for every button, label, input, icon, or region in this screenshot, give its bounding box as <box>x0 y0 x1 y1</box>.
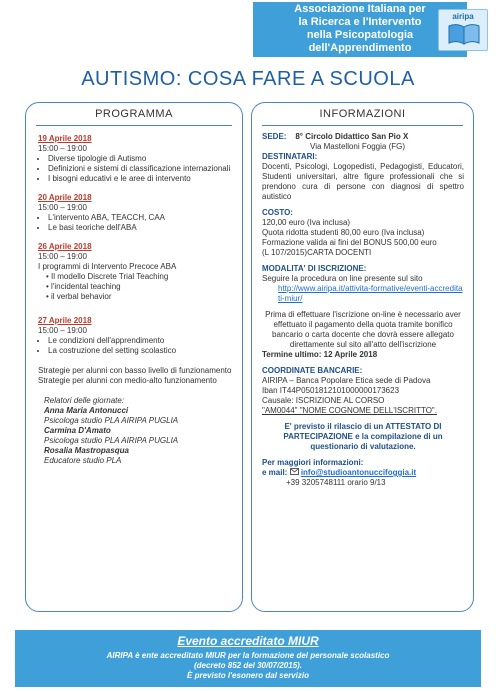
informazioni-title: INFORMAZIONI <box>319 108 406 120</box>
list-item: • il verbal behavior <box>46 292 234 302</box>
session-date: 27 Aprile 2018 <box>38 316 92 325</box>
list-item: • L'intervento ABA, TEACCH, CAA <box>48 213 234 223</box>
association-header <box>253 2 467 57</box>
header-line: dell'Apprendimento <box>308 42 412 54</box>
relatori-title: Relatori delle giornate: <box>44 396 125 405</box>
session-sublist <box>38 272 234 302</box>
footer-line: È previsto l'esonero dal servizio <box>187 671 309 680</box>
contatti-label: Per maggiori informazioni: <box>262 458 364 467</box>
strategy-text: Strategie per alunni con basso livello di funzionamento <box>38 366 232 375</box>
list-item: • Le basi teoriche dell'ABA <box>48 223 234 233</box>
relatore-name: Anna Maria Antonucci <box>44 406 129 415</box>
session-time: 15:00 – 19:00 <box>38 326 87 335</box>
envelope-icon <box>290 468 299 478</box>
session-date: 19 Aprile 2018 <box>38 134 92 143</box>
list-item: • Definizioni e sistemi di classificazione internazionali <box>48 164 234 174</box>
relatore-name: Carmina D'Amato <box>44 426 111 435</box>
footer-line: (decreto 852 del 30/07/2015). <box>193 661 303 670</box>
costo-line: Formazione valida ai fini del BONUS 500,00 euro <box>262 238 437 247</box>
bancarie-line: Iban IT44P0501812101000000173623 <box>262 386 400 395</box>
session-list <box>38 336 234 356</box>
session-list <box>38 154 234 184</box>
list-item: • l'incidental teaching <box>46 282 234 292</box>
list-item: • I bisogni educativi e le aree di intervento <box>48 174 234 184</box>
session-list <box>38 213 234 233</box>
modalita-label: MODALITA' DI ISCRIZIONE: <box>262 264 367 273</box>
session-time: 15:00 – 19:00 <box>38 252 87 261</box>
header-line: nella Psicopatologia <box>306 29 414 41</box>
footer-line: AIRIPA è ente accreditato MIUR per la formazione del personale scolastico <box>106 651 390 660</box>
session-time: 15:00 – 19:00 <box>38 203 87 212</box>
logo-text: airipa <box>452 12 474 21</box>
session-date: 20 Aprile 2018 <box>38 193 92 202</box>
destinatari-label: DESTINATARI: <box>262 152 318 161</box>
modalita-link[interactable]: http://www.airipa.it/attivita-formative/eventi-accreditati-miur/ <box>278 284 463 303</box>
bancarie-line: Causale: ISCRIZIONE AL CORSO <box>262 396 385 405</box>
session-intro: I programmi di Intervento Precoce ABA <box>38 262 177 271</box>
attestato-text: E' previsto il rilascio di un ATTESTATO DI PARTECIPAZIONE e la compilazione di un questionario di valutazione. <box>283 422 443 451</box>
sede-value: 8° Circolo Didattico San Pio X <box>295 132 409 141</box>
footer-title: Evento accreditato MIUR <box>177 634 319 648</box>
termine-ultimo: Termine ultimo: 12 Aprile 2018 <box>262 350 378 359</box>
relatore-role: Psicologa studio PLA AIRIPA PUGLIA <box>44 436 179 445</box>
list-item: • Diverse tipologie di Autismo <box>48 154 234 164</box>
relatore-role: Educatore studio PLA <box>44 456 122 465</box>
airipa-logo <box>438 9 488 51</box>
relatore-role: Psicologa studio PLA AIRIPA PUGLIA <box>44 416 179 425</box>
page-title: AUTISMO: COSA FARE A SCUOLA <box>81 68 415 90</box>
session-time: 15:00 – 19:00 <box>38 144 87 153</box>
modalita-text: Seguire la procedura on line presente sul sito <box>262 274 423 283</box>
costo-line: Quota ridotta studenti 80,00 euro (Iva inclusa) <box>262 228 425 237</box>
modalita-note: Prima di effettuare l'iscrizione on-line è necessario aver effettuato il pagamento della quota tramite bonifico bancario o carta docente che dovrà essere allegato direttamente sul sito all'atto dell'iscrizione <box>265 310 461 349</box>
email-label: e mail: <box>262 468 288 478</box>
informazioni-content <box>262 132 464 488</box>
strategy-text: Strategie per alunni con medio-alto funzionamento <box>38 376 217 385</box>
programma-title: PROGRAMMA <box>95 108 173 120</box>
header-line: Associazione Italiana per <box>294 3 426 15</box>
divider <box>36 125 232 126</box>
list-item: • La costruzione del setting scolastico <box>48 346 234 356</box>
session-date: 26 Aprile 2018 <box>38 242 92 251</box>
sede-label: SEDE: <box>262 132 287 141</box>
costo-line: 120,00 euro (Iva inclusa) <box>262 218 351 227</box>
header-line: la Ricerca e l'Intervento <box>298 16 422 28</box>
email-link[interactable]: info@studioantonuccifoggia.it <box>300 468 417 478</box>
sede-address: Via Mastelloni Foggia (FG) <box>310 142 405 151</box>
book-icon <box>448 23 480 45</box>
costo-line: (L 107/2015)CARTA DOCENTI <box>262 248 372 257</box>
list-item: • Il modello Discrete Trial Teaching <box>46 272 234 282</box>
relatore-name: Rosalia Mastropasqua <box>44 446 129 455</box>
footer-banner <box>15 630 481 687</box>
list-item: • Le condizioni dell'apprendimento <box>48 336 234 346</box>
bancarie-line: AIRIPA – Banca Popolare Etica sede di Padova <box>262 376 431 385</box>
costo-label: COSTO: <box>262 208 293 217</box>
causale-code: "AM0044" "NOME COGNOME DELL'ISCRITTO". <box>262 406 437 415</box>
programma-content <box>38 134 234 466</box>
phone-number: +39 3205748111 orario 9/13 <box>286 478 386 488</box>
bancarie-label: COORDINATE BANCARIE: <box>262 366 363 375</box>
divider <box>262 125 463 126</box>
destinatari-text: Docenti, Psicologi, Logopedisti, Pedagogisti, Educatori, Studenti universitari, altre figure professionali che si prendono cura di persone con diagnosi di spettro autistico <box>262 162 464 201</box>
